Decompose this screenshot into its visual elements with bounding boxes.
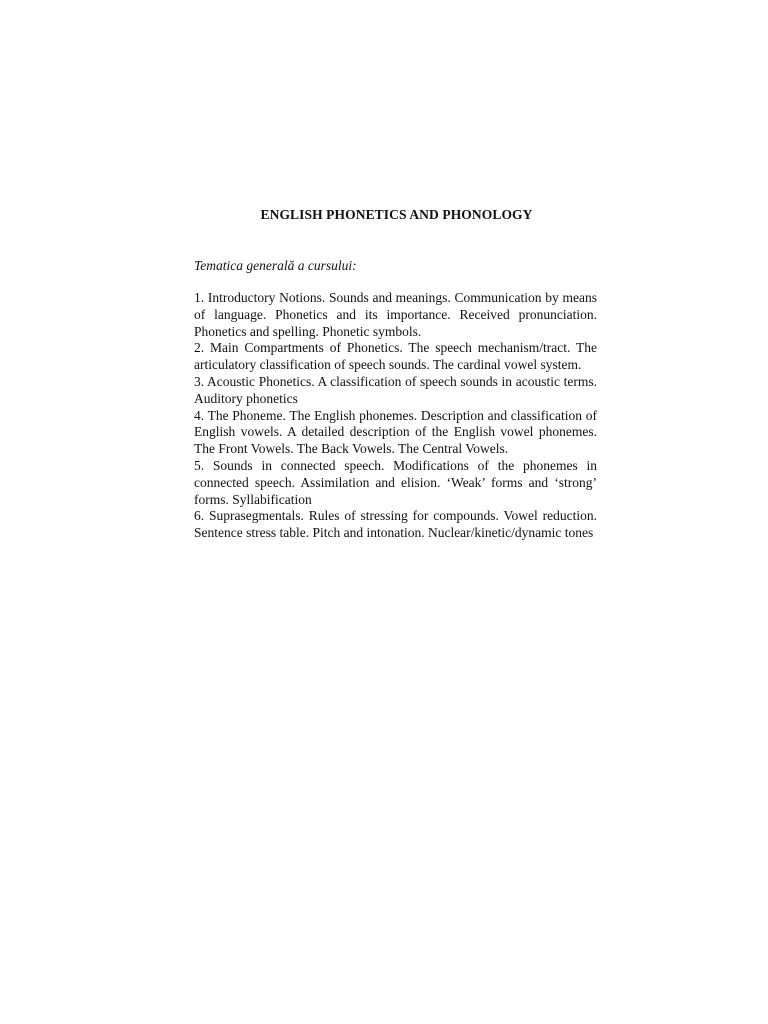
topic-item-4: 4. The Phoneme. The English phonemes. Description and classification of English vowels. A detailed description of the English vowel phonemes. The Front Vowels. The Back Vowels. The Central Vowels.: [194, 407, 597, 457]
topic-item-2: 2. Main Compartments of Phonetics. The speech mechanism/tract. The articulatory classification of speech sounds. The cardinal vowel system.: [194, 340, 597, 373]
topic-item-5: 5. Sounds in connected speech. Modifications of the phonemes in connected speech. Assimilation and elision. ‘Weak’ forms and ‘strong’ forms. Syllabification: [194, 457, 597, 507]
topic-item-3: 3. Acoustic Phonetics. A classification of speech sounds in acoustic terms. Auditory phonetics: [194, 373, 597, 406]
document-title: ENGLISH PHONETICS AND PHONOLOGY: [260, 207, 533, 222]
topic-list: [194, 290, 597, 542]
topic-item-6: 6. Suprasegmentals. Rules of stressing for compounds. Vowel reduction. Sentence stress table. Pitch and intonation. Nuclear/kinetic/dynamic tones: [194, 508, 597, 541]
document-subtitle: Tematica generală a cursului:: [194, 258, 357, 273]
document-page: [194, 207, 597, 541]
topic-item-1: 1. Introductory Notions. Sounds and meanings. Communication by means of language. Phonetics and its importance. Received pronunciation. Phonetics and spelling. Phonetic symbols.: [194, 290, 597, 339]
